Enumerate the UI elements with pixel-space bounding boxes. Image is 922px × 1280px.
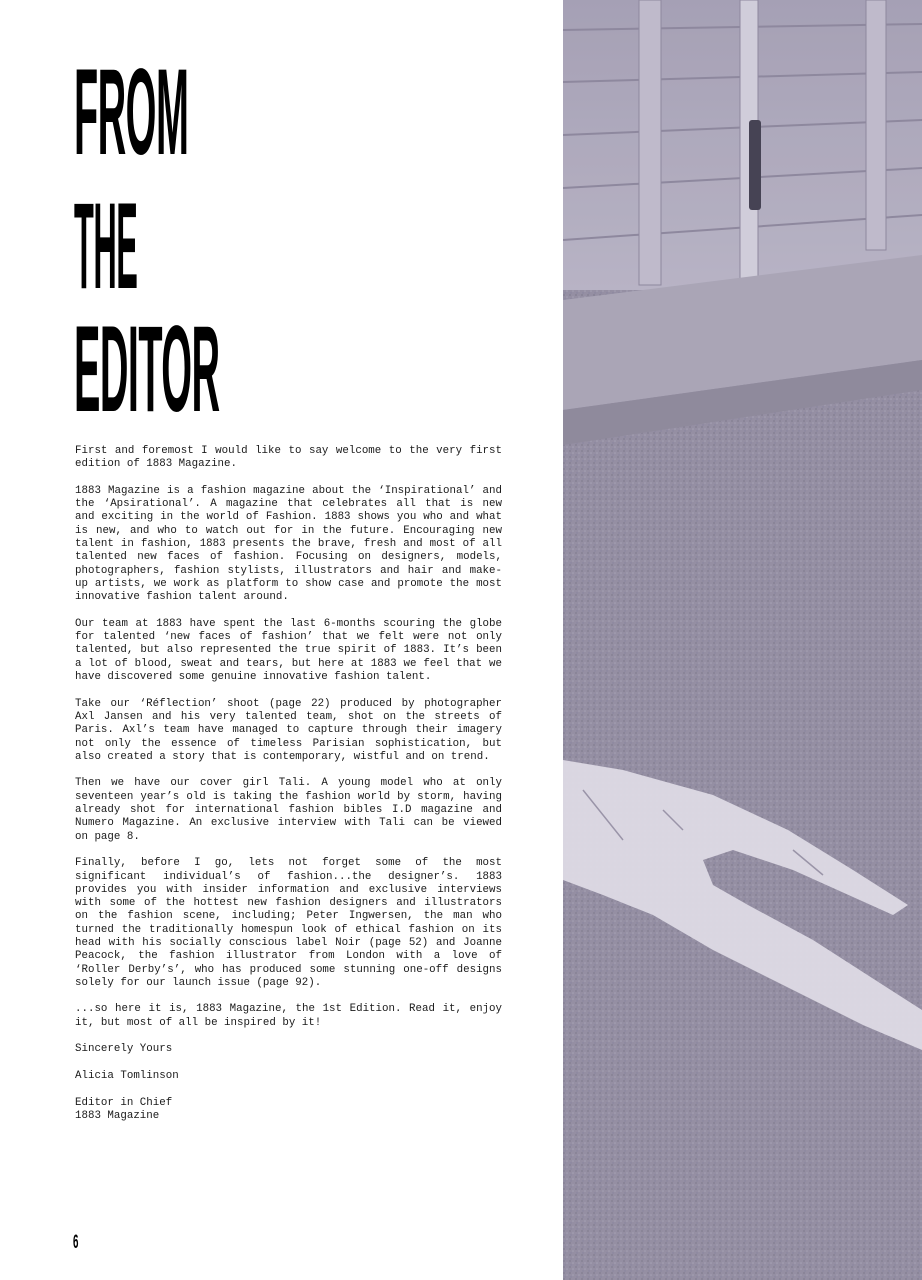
headline-line-editor: EDITOR	[74, 302, 220, 439]
street-photo	[563, 0, 922, 1280]
letter-paragraph: Take our ‘Réflection’ shoot (page 22) produced by photographer Axl Jansen and his very talented team, shot on the streets of Paris. Axl’s team have managed to capture through their imagery not only the essence of timeless Parisian sophistication, but also created a story that is contemporary, wistful and on trend.	[75, 697, 502, 763]
magazine-name: 1883 Magazine	[75, 1109, 160, 1122]
headline-line-from: FROM	[74, 45, 189, 182]
editor-title	[75, 1097, 502, 1124]
headline-line-the: THE	[74, 179, 138, 316]
editor-role: Editor in Chief	[75, 1096, 173, 1109]
letter-paragraph: 1883 Magazine is a fashion magazine about the ‘Inspirational’ and the ‘Apsirational’. A magazine that celebrates all that is new and exciting in the world of Fashion. 1883 shows you who and what is new, and who to watch out for in the future. Encouraging new talent in fashion, 1883 presents the brave, fresh and most of all talented new faces of fashion. Focusing on designers, models, photographers, fashion stylists, illustrators and hair and make-up artists, we work as platform to show case and promote the most innovative fashion talent around.	[75, 484, 502, 604]
signoff: Sincerely Yours	[75, 1043, 173, 1056]
letter-paragraph: Then we have our cover girl Tali. A young model who at only seventeen year’s old is taking the fashion world by storm, having already shot for international fashion bibles I.D magazine and Numero Magazine. An exclusive interview with Tali can be viewed on page 8.	[75, 777, 502, 843]
letter-paragraph: Finally, before I go, lets not forget some of the most significant individual’s of fashion...the designer’s. 1883 provides you with insider information and exclusive interviews with some of the hottest new fashion designers and illustrators on the fashion scene, including; Peter Ingwersen, the man who turned the traditionally homespun look of ethical fashion on its head with his socially conscious label Noir (page 52) and Joanne Peacock, the fashion illustrator from London with a love of ‘Roller Derby’s’, who has produced some stunning one-off designs solely for our launch issue (page 92).	[75, 857, 502, 989]
editor-name: Alicia Tomlinson	[75, 1069, 179, 1082]
letter-paragraph: Our team at 1883 have spent the last 6-months scouring the globe for talented ‘new faces of fashion’ that we felt were not only talented, but also represented the true spirit of 1883. It’s been a lot of blood, sweat and tears, but here at 1883 we feel that we have discovered some genuine innovative fashion talent.	[75, 617, 502, 684]
letter-paragraph: ...so here it is, 1883 Magazine, the 1st Edition. Read it, enjoy it, but most of all be inspired by it!	[75, 1003, 502, 1029]
letter-paragraph: First and foremost I would like to say welcome to the very first edition of 1883 Magazine.	[75, 445, 502, 471]
street-photo-image	[563, 0, 922, 1280]
photo-tint	[563, 0, 922, 1280]
page-number: 6	[73, 1230, 79, 1253]
editor-letter	[75, 445, 502, 1136]
